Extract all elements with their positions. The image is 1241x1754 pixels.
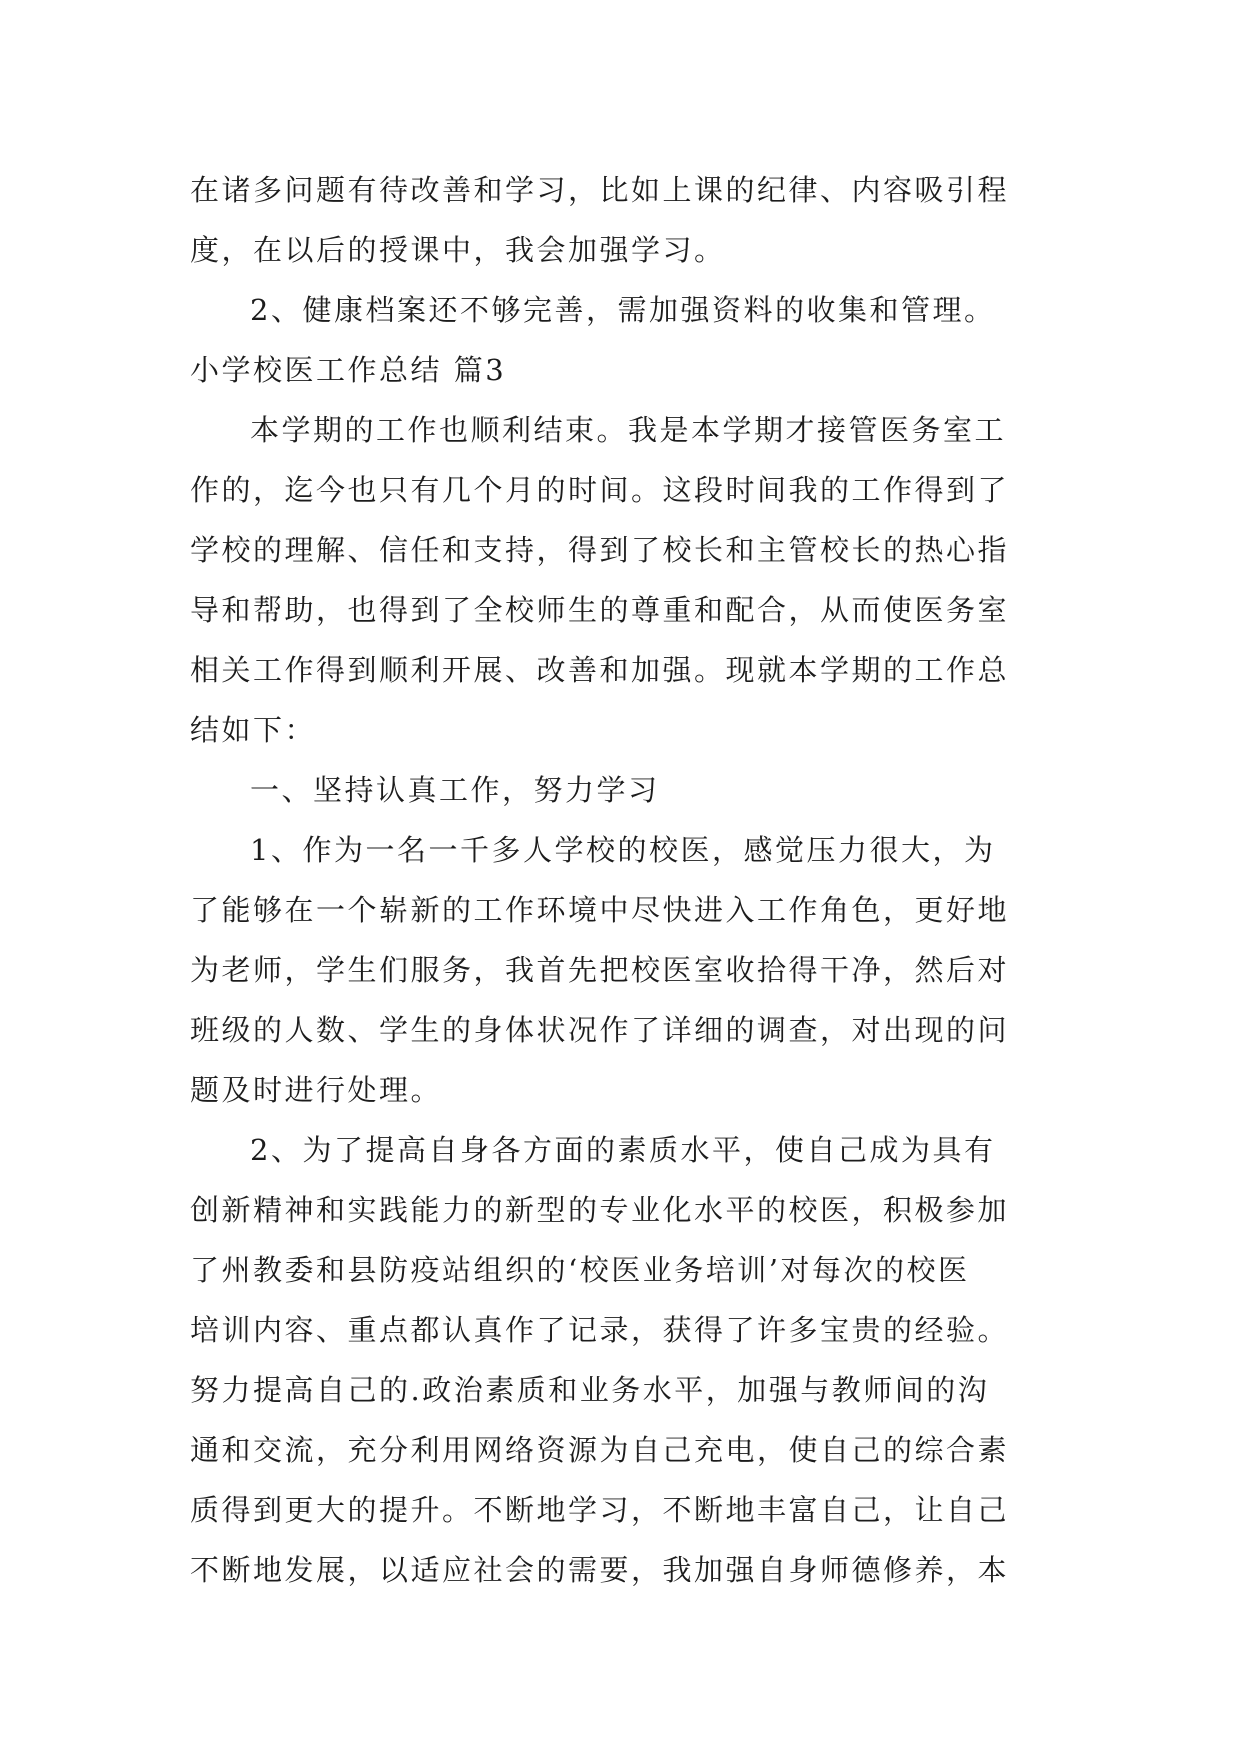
text-line: 导和帮助，也得到了全校师生的尊重和配合，从而使医务室 (190, 593, 1010, 627)
text-line: 班级的人数、学生的身体状况作了详细的调查，对出现的问 (190, 1013, 1010, 1047)
text-line: 培训内容、重点都认真作了记录，获得了许多宝贵的经验。 (190, 1313, 1010, 1347)
text-line: 了能够在一个崭新的工作环境中尽快进入工作角色，更好地 (190, 893, 1010, 927)
document-body (190, 160, 1070, 1600)
text-line: 为老师，学生们服务，我首先把校医室收拾得干净，然后对 (190, 953, 1010, 987)
text-line: 2、为了提高自身各方面的素质水平，使自己成为具有 (250, 1133, 996, 1167)
text-line: 题及时进行处理。 (190, 1073, 443, 1107)
text-line: 作的，迄今也只有几个月的时间。这段时间我的工作得到了 (190, 473, 1010, 507)
text-line: 学校的理解、信任和支持，得到了校长和主管校长的热心指 (190, 533, 1010, 567)
text-line: 不断地发展，以适应社会的需要，我加强自身师德修养，本 (190, 1553, 1010, 1587)
text-line: 努力提高自己的.政治素质和业务水平，加强与教师间的沟 (190, 1373, 990, 1407)
text-line: 了州教委和县防疫站组织的‘校医业务培训’对每次的校医 (190, 1253, 970, 1287)
text-line: 在诸多问题有待改善和学习，比如上课的纪律、内容吸引程 (190, 173, 1010, 207)
text-line: 质得到更大的提升。不断地学习，不断地丰富自己，让自己 (190, 1493, 1010, 1527)
section-heading: 小学校医工作总结 篇3 (190, 353, 507, 387)
text-line: 结如下： (190, 713, 317, 747)
text-line: 通和交流，充分利用网络资源为自己充电，使自己的综合素 (190, 1433, 1010, 1467)
text-line: 本学期的工作也顺利结束。我是本学期才接管医务室工 (250, 413, 1007, 447)
text-line: 2、健康档案还不够完善，需加强资料的收集和管理。 (250, 293, 996, 327)
subsection-heading: 一、坚持认真工作，努力学习 (250, 773, 660, 807)
text-line: 度，在以后的授课中，我会加强学习。 (190, 233, 726, 267)
text-line: 1、作为一名一千多人学校的校医，感觉压力很大，为 (250, 833, 996, 867)
text-line: 相关工作得到顺利开展、改善和加强。现就本学期的工作总 (190, 653, 1010, 687)
text-line: 创新精神和实践能力的新型的专业化水平的校医，积极参加 (190, 1193, 1010, 1227)
